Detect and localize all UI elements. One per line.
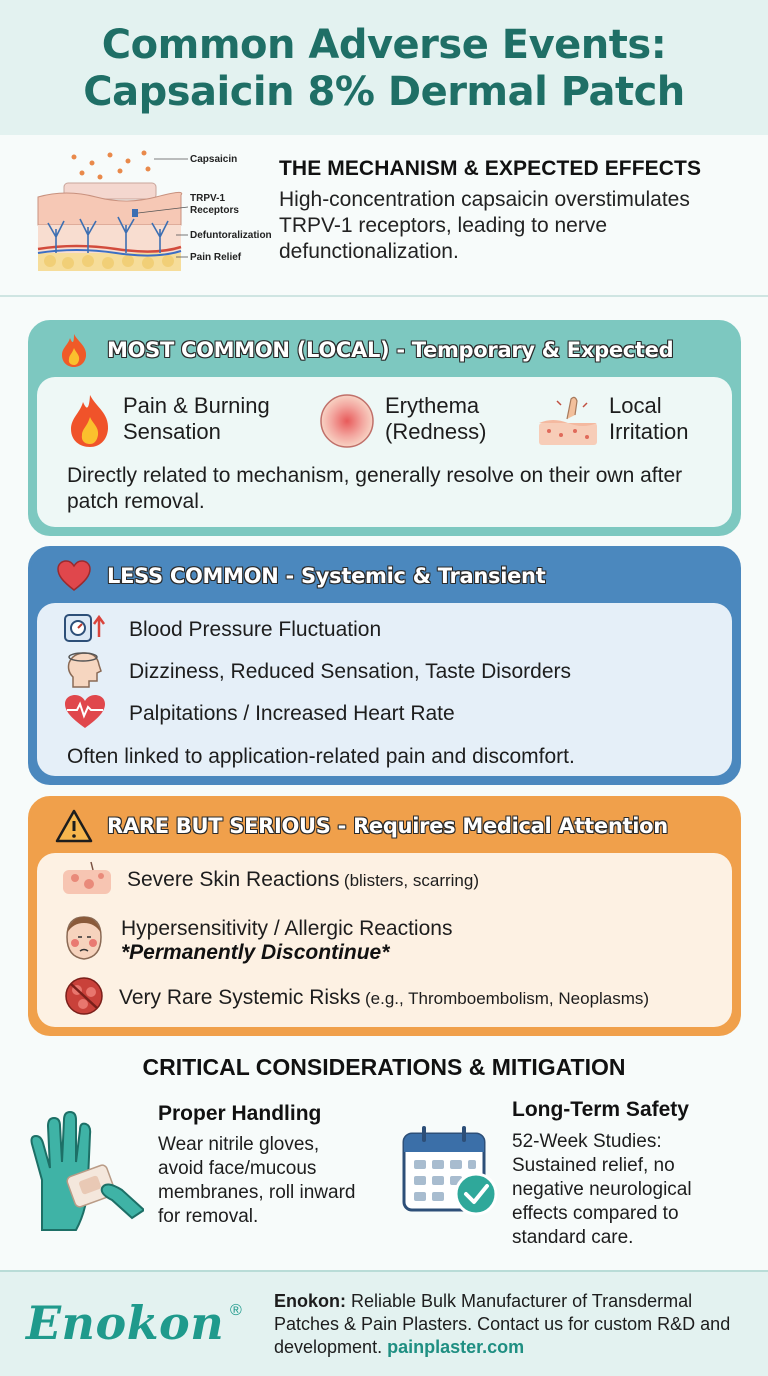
less-common-panel <box>28 546 741 785</box>
most-common-heading: MOST COMMON (LOCAL) - Temporary & Expected <box>107 338 674 362</box>
symptom-label-line2: Sensation <box>123 419 221 444</box>
mechanism-heading: THE MECHANISM & EXPECTED EFFECTS <box>279 157 702 180</box>
gloved-hands-icon <box>22 1110 144 1241</box>
diagram-label-defunctionalization: Defuntoralization <box>190 230 272 241</box>
flame-icon <box>67 393 113 454</box>
rare-body <box>37 853 732 1027</box>
rare-item <box>61 979 649 1017</box>
allergic-face-icon <box>61 913 107 970</box>
symptom-local-irritation <box>537 393 688 454</box>
row-detail: (e.g., Thromboembolism, Neoplasms) <box>365 989 650 1008</box>
handling-text: Wear nitrile gloves, avoid face/mucous membranes, roll inward for removal. <box>158 1134 356 1227</box>
symptom-erythema <box>319 393 486 454</box>
row-label: Dizziness, Reduced Sensation, Taste Disorders <box>129 660 571 683</box>
mechanism-text: High-concentration capsaicin overstimulates TRPV-1 receptors, leading to nerve defunctionalization. <box>279 188 690 263</box>
warning-icon <box>55 807 93 845</box>
rare-item <box>61 861 479 899</box>
rare-header <box>31 799 738 853</box>
less-common-body <box>37 603 732 776</box>
safety-title: Long-Term Safety <box>512 1098 689 1121</box>
symptom-label <box>123 393 270 445</box>
diagram-label-pain-relief: Pain Relief <box>190 252 242 263</box>
symptom-label-line1: Pain & Burning <box>123 393 270 418</box>
redness-icon <box>319 393 375 454</box>
footer-text <box>274 1290 744 1359</box>
symptom-label-line1: Local <box>609 393 662 418</box>
rare-heading: RARE BUT SERIOUS - Requires Medical Attention <box>107 814 668 838</box>
row-label: Hypersensitivity / Allergic Reactions <box>121 917 453 940</box>
diagram-label-capsaicin: Capsaicin <box>190 154 238 165</box>
less-common-header <box>31 549 738 603</box>
less-common-note: Often linked to application-related pain and discomfort. <box>67 745 575 768</box>
website-link[interactable]: painplaster.com <box>387 1337 525 1357</box>
most-common-body <box>37 377 732 527</box>
symptom-label <box>609 393 688 445</box>
symptom-pain-burning <box>67 393 270 454</box>
rare-item <box>61 913 452 969</box>
heartbeat-icon <box>63 694 107 735</box>
most-common-header <box>31 323 738 377</box>
footer-description: Reliable Bulk Manufacturer of Transdermal Patches & Pain Plasters. Contact us for custom R&D and development. <box>274 1291 731 1357</box>
blood-cells-icon <box>61 976 107 1021</box>
diagram-label-receptors: Receptors <box>190 205 239 216</box>
title-line-2: Capsaicin 8% Dermal Patch <box>83 69 685 115</box>
discontinue-warning: *Permanently Discontinue* <box>121 941 390 964</box>
less-common-heading: LESS COMMON - Systemic & Transient <box>107 564 546 588</box>
row-label: Very Rare Systemic Risks <box>119 986 361 1009</box>
row-label: Severe Skin Reactions <box>127 868 340 891</box>
critical-heading: CRITICAL CONSIDERATIONS & MITIGATION <box>142 1054 626 1080</box>
heart-icon <box>55 557 93 595</box>
skin-layer-diagram <box>36 149 276 281</box>
rare-item-text <box>119 986 649 1010</box>
rare-panel <box>28 796 741 1036</box>
row-label: Palpitations / Increased Heart Rate <box>129 702 455 725</box>
mechanism-section <box>0 135 768 297</box>
diagram-label-trpv1: TRPV-1 <box>190 193 226 204</box>
symptom-label-line2: Irritation <box>609 419 689 444</box>
footer <box>0 1270 768 1376</box>
safety-text: 52-Week Studies: Sustained relief, no negative neurological effects compared to standard care. <box>512 1131 692 1248</box>
page-title <box>0 22 768 116</box>
handling-title: Proper Handling <box>158 1102 322 1125</box>
calendar-check-icon <box>398 1126 502 1227</box>
most-common-panel <box>28 320 741 536</box>
row-detail: (blisters, scarring) <box>343 871 479 890</box>
blister-icon <box>61 860 113 901</box>
title-line-1: Common Adverse Events: <box>101 22 667 68</box>
most-common-note: Directly related to mechanism, generally resolve on their own after patch removal. <box>67 464 683 513</box>
symptom-label-line2: (Redness) <box>385 419 487 444</box>
brand-logo: Enokon <box>26 1296 225 1350</box>
symptom-label-line1: Erythema <box>385 393 480 418</box>
footer-company: Enokon: <box>274 1291 346 1311</box>
fire-icon <box>55 331 93 369</box>
less-common-item <box>63 611 381 649</box>
rare-item-text <box>127 868 479 892</box>
row-label: Blood Pressure Fluctuation <box>129 618 382 641</box>
blood-pressure-icon <box>63 611 107 650</box>
less-common-item <box>63 695 455 733</box>
symptom-label <box>385 393 486 445</box>
skin-irritation-icon <box>537 393 599 454</box>
dizzy-head-icon <box>63 651 107 694</box>
registered-mark: ® <box>230 1302 242 1319</box>
less-common-item <box>63 653 571 691</box>
rare-item-text <box>121 917 452 965</box>
